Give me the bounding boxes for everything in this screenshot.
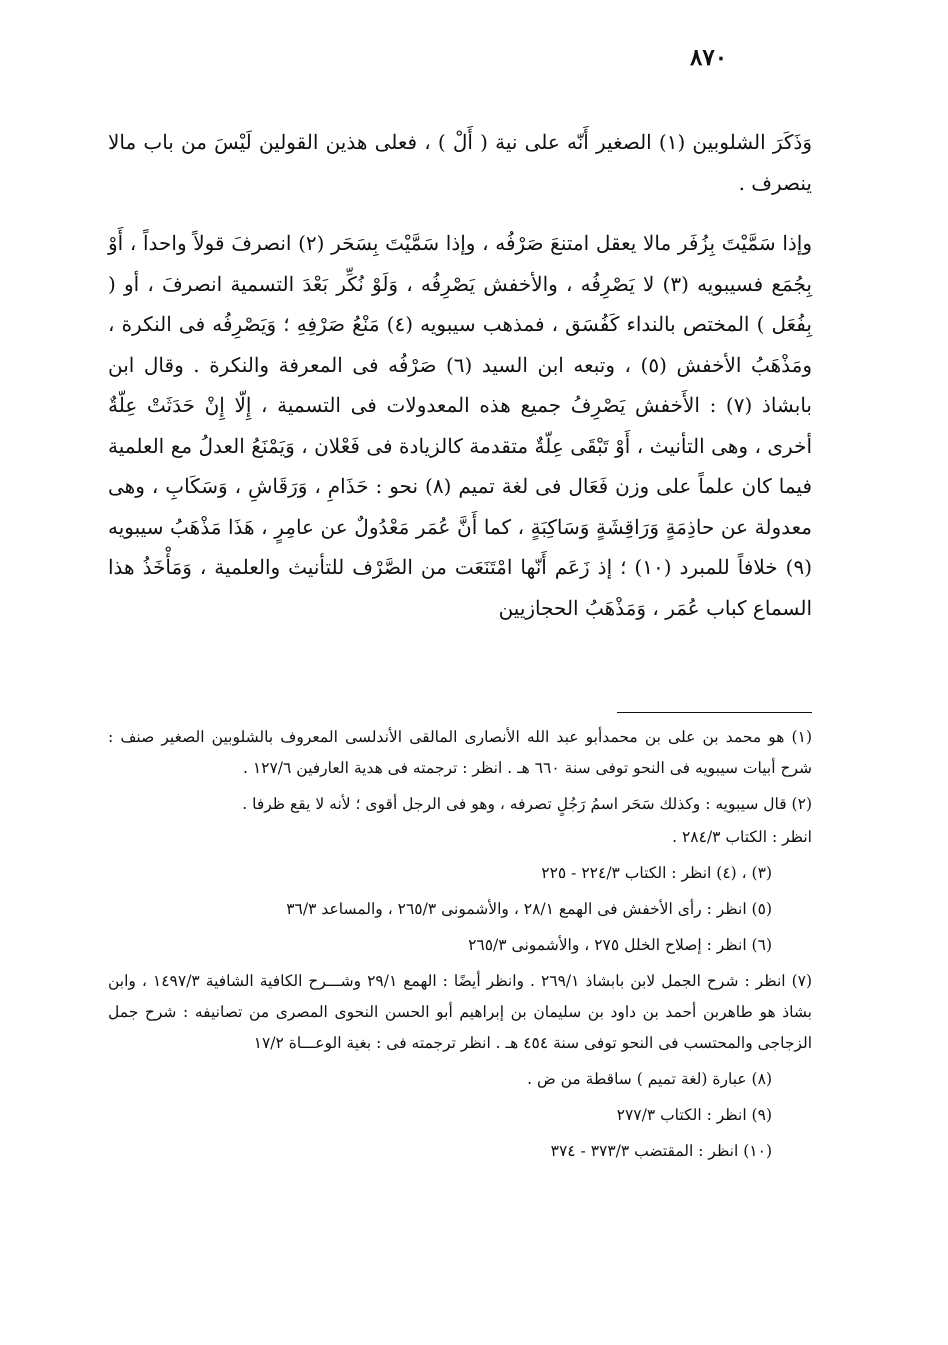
main-text	[108, 122, 812, 628]
footnote-9: (٩) انظر : الكتاب ٢٧٧/٣	[616, 1106, 772, 1124]
paragraph: وإذا سَمَّيْتَ بِزُفَر مالا يعقل امتنعَ صَرْفُه ، وإذا سَمَّيْتَ بِسَحَر (٢) انصرفَ قولاً واحداً ، أَوْ بِجُمَع فسيبويه (٣) لا يَصْرِفُه ، والأخفش يَصْرِفُه ، وَلَوْ نُكِّر بَعْدَ التسمية انصرفَ ، أو ( بِفُعَل ) المختص بالنداء كَفُسَق ، فمذهب سيبويه (٤) مَنْعُ صَرْفِهِ ؛ وَيَصْرِفُه فى النكرة ، ومَذْهَبُ الأخفش (٥) ، وتبعه ابن السيد (٦) صَرْفُه فى المعرفة والنكرة . وقال ابن بابشاذ (٧) : الأَخفش يَصْرِفُ جميع هذه المعدولات فى التسمية ، إِلّا إِنْ حَدَثَتْ عِلّةٌ أخرى ، وهى التأنيث ، أَوْ تَبْقَى عِلّةٌ متقدمة كالزيادة فى فَعْلان ، وَيَمْنَعُ العدلُ مع العلمية فيما كان علماً على وزن فَعَال فى لغة تميم (٨) نحو : حَذَامِ ، وَرَقَاشِ ، وَسَكَابِ ، وهى معدولة عن حاذِمَةٍ وَرَاقِشَةٍ وَسَاكِبَةٍ ، كما أَنَّ عُمَر مَعْدُولٌ عن عامِرٍ ، هَذَا مَذْهَبُ سيبويه (٩) خلافاً للمبرد (١٠) ؛ إذ زَعَم أَنّها امْتَنَعَت من الصَّرْف للتأنيث والعلمية ، وَمَأْخَذُ هذا السماع كباب عُمَر ، وَمَذْهَبُ الحجازيين	[108, 231, 813, 620]
footnote-2: (٢) قال سيبويه : وكذلك سَحَر اسمُ رَجُلٍ تصرفه ، وهو فى الرجل أقوى ؛ لأنه لا يقع ظرفا .	[242, 795, 812, 813]
footnote-7: (٧) انظر : شرح الجمل لابن بابشاذ ٢٦٩/١ . وانظر أيضًا : الهمع ٢٩/١ وشـــرح الكافية الشافية ١٤٩٧/٣ ، وابن بشاذ هو طاهربن أحمد بن داود بن سليمان بن إبراهيم أبو الحسن النحوى المصرى من تصانيفه : شرح جمل الزجاجى والمحتسب فى النحو توفى سنة ٤٥٤ هـ . انظر ترجمته فى : بغية الوعـــاة ١٧/٢	[108, 972, 813, 1052]
paragraph: وَذَكَرَ الشلوبين (١) الصغير أَنّه على نية ( أَلْ ) ، فعلى هذين القولين لَيْسَ من باب مالا ينصرف .	[108, 130, 812, 195]
footnote-divider	[617, 712, 812, 713]
footnote-2-continued: انظر : الكتاب ٢٨٤/٣ .	[672, 828, 812, 846]
footnote-5: (٥) انظر : رأى الأخفش فى الهمع ٢٨/١ ، والأشمونى ٢٦٥/٣ ، والمساعد ٣٦/٣	[286, 900, 772, 918]
footnote-1: (١) هو محمد بن على بن محمدأبو عبد الله الأنصارى المالقى الأندلسى المعروف بالشلوبين الصغير صنف : شرح أبيات سيبويه فى النحو توفى سنة ٦٦٠ هـ . انظر : ترجمته فى هدية العارفين ١٢٧/٦ .	[108, 728, 812, 777]
footnotes	[108, 722, 812, 1172]
footnote-3-4: (٣) ، (٤) انظر : الكتاب ٢٢٤/٣ - ٢٢٥	[541, 864, 772, 882]
page-number: ٨٧٠	[690, 44, 728, 71]
footnote-10: (١٠) انظر : المقتضب ٣٧٣/٣ - ٣٧٤	[550, 1142, 772, 1160]
footnote-8: (٨) عبارة (لغة تميم ) ساقطة من ض .	[527, 1070, 772, 1088]
footnote-6: (٦) انظر : إصلاح الخلل ٢٧٥ ، والأشمونى ٢٦٥/٣	[468, 936, 772, 954]
